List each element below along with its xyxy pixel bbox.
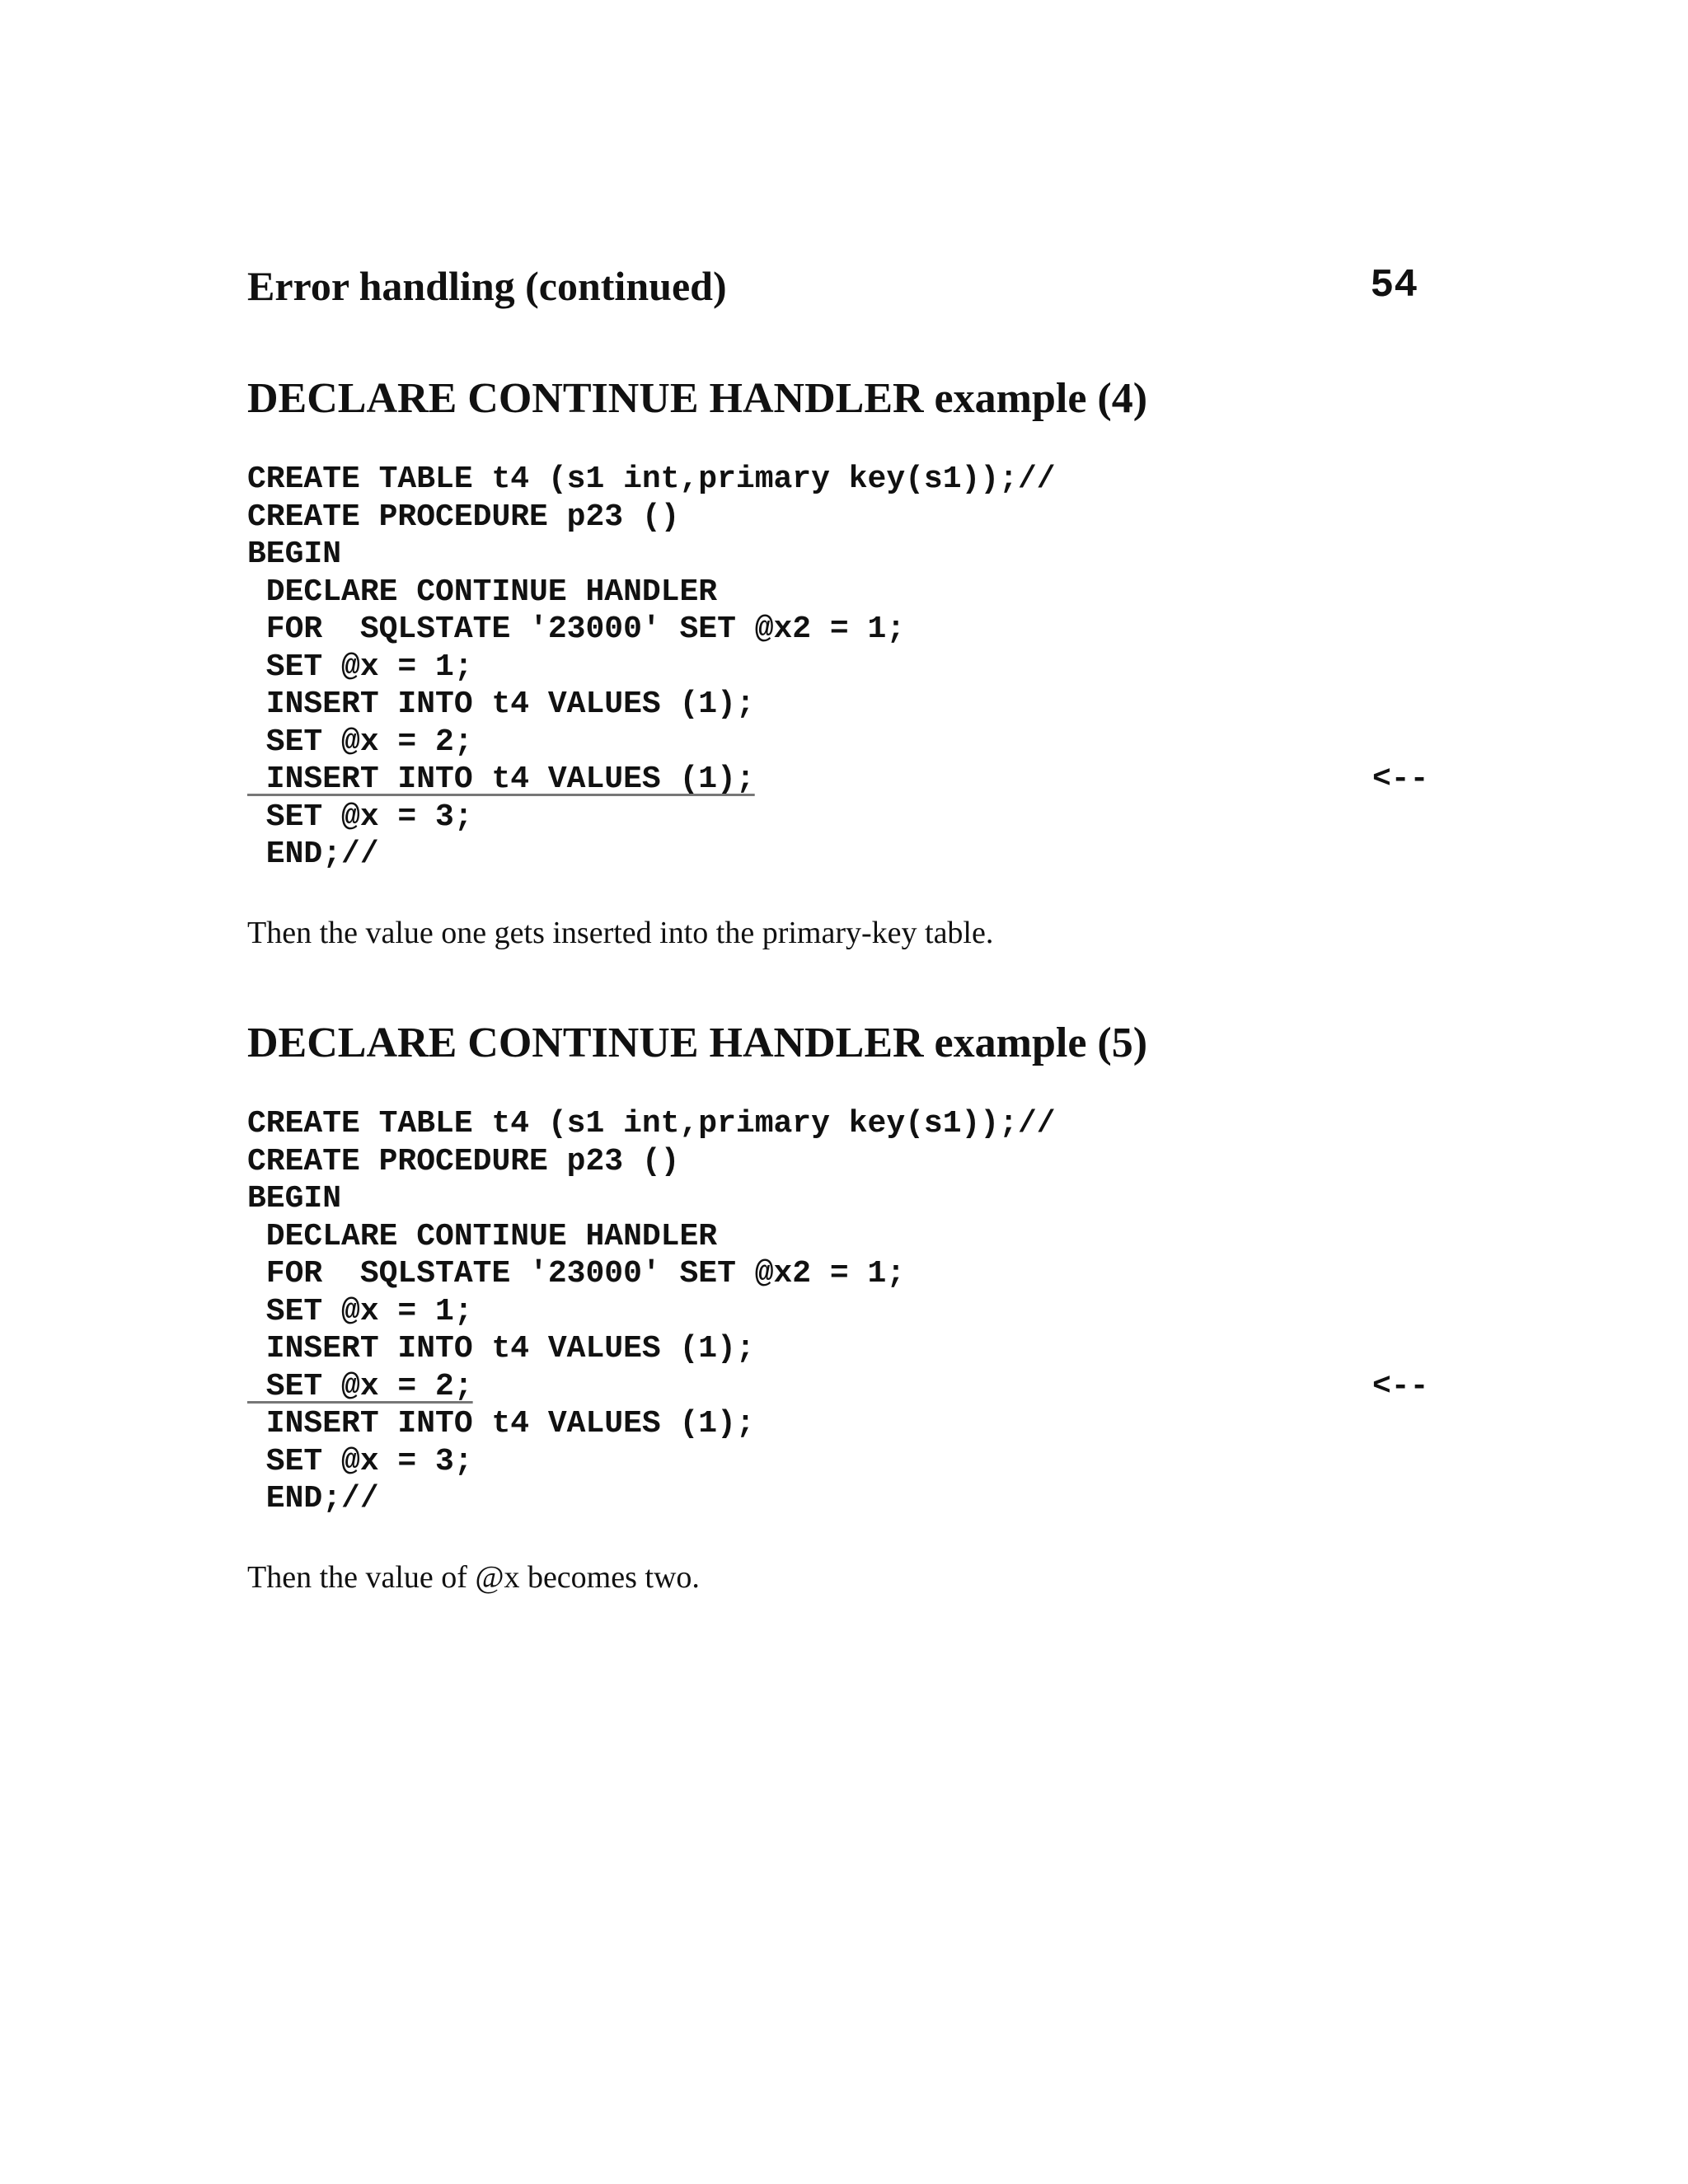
arrow-marker: <--: [1372, 762, 1429, 797]
arrow-marker: <--: [1372, 1368, 1429, 1404]
section-heading: DECLARE CONTINUE HANDLER example (5): [247, 1019, 1148, 1066]
code-line: CREATE TABLE t4 (s1 int,primary key(s1));//: [247, 462, 1056, 497]
code-line: SET @x = 3;: [247, 1443, 473, 1479]
code-line: SET @x = 3;: [247, 799, 473, 835]
caption-text: Then the value of @x becomes two.: [247, 1559, 700, 1595]
caption-text: Then the value one gets inserted into the primary-key table.: [247, 915, 994, 950]
code-line: FOR SQLSTATE '23000' SET @x2 = 1;: [247, 612, 906, 647]
section-example-5: [247, 1015, 1442, 1598]
code-line: END;//: [247, 1481, 379, 1516]
code-line: BEGIN: [247, 537, 342, 572]
code-line: CREATE PROCEDURE p23 (): [247, 1143, 680, 1179]
page-title: Error handling (continued): [247, 263, 727, 309]
code-line: SET @x = 1;: [247, 1293, 473, 1329]
code-block: [247, 1105, 1442, 1518]
code-line: FOR SQLSTATE '23000' SET @x2 = 1;: [247, 1256, 906, 1291]
code-line: CREATE PROCEDURE p23 (): [247, 499, 680, 535]
code-line-highlighted: SET @x = 2; <--: [247, 1368, 1429, 1404]
code-line: INSERT INTO t4 VALUES (1);: [247, 1406, 755, 1441]
code-line: DECLARE CONTINUE HANDLER: [247, 574, 718, 610]
code-line: SET @x = 1;: [247, 649, 473, 685]
code-line: CREATE TABLE t4 (s1 int,primary key(s1));//: [247, 1106, 1056, 1141]
page-number: 54: [1370, 264, 1418, 308]
code-line: SET @x = 2;: [247, 724, 473, 760]
code-line: END;//: [247, 837, 379, 872]
code-block: [247, 461, 1442, 874]
section-heading: DECLARE CONTINUE HANDLER example (4): [247, 375, 1148, 422]
code-line-highlighted: INSERT INTO t4 VALUES (1); <--: [247, 762, 1429, 797]
section-example-4: [247, 370, 1442, 954]
page-header: [247, 257, 1418, 315]
code-line: INSERT INTO t4 VALUES (1);: [247, 1331, 755, 1366]
code-line: DECLARE CONTINUE HANDLER: [247, 1218, 718, 1254]
code-line: INSERT INTO t4 VALUES (1);: [247, 687, 755, 722]
code-line: BEGIN: [247, 1181, 342, 1216]
